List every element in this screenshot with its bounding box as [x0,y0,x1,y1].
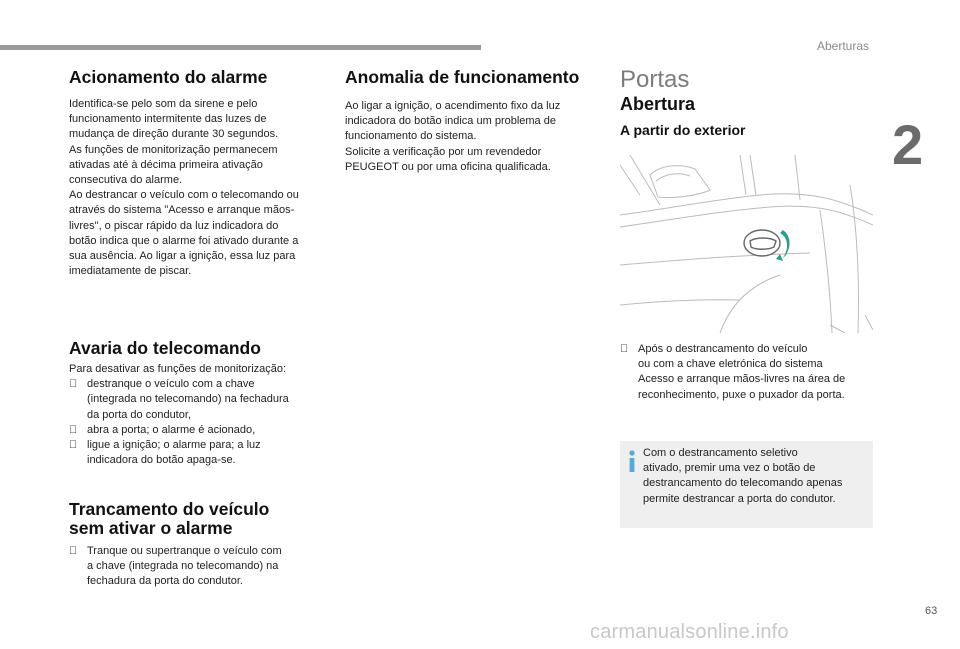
text-line: fechadura da porta do condutor. [87,575,243,588]
text-line: Acesso e arranque mãos-livres na área de [638,373,846,386]
page-number: 63 [925,605,938,617]
text-line: Identifica-se pelo som da sirene e pelo [69,98,258,110]
watermark-text: carmanualsonline.info [590,621,789,643]
abertura-title: Abertura [620,94,696,114]
text-line: destranque o veículo com a chave [87,378,255,391]
text-line: indicadora do botão apaga-se. [87,454,236,467]
text-line: Ao ligar a ignição, o acendimento fixo da luz [345,100,561,112]
list-item [69,423,329,438]
lock-without-alarm-title [69,500,329,538]
title-line: sem ativar o alarme [69,518,233,538]
text-line: Após o destrancamento do veículo [638,343,808,355]
text-line: ativado, premir uma vez o botão de [643,462,816,475]
door-open-instructions [620,342,873,403]
exterior-title: A partir do exterior [620,122,746,138]
header-rule [0,45,481,50]
text-line: Para desativar as funções de monitorização: [69,363,287,375]
door-handle-illustration [620,155,873,333]
list-item [69,377,329,423]
list-item [69,438,329,468]
text-line: funcionamento intermitente das luzes de [69,113,267,126]
info-note-box [620,441,873,528]
text-line: consecutiva do alarme. [69,174,183,187]
portas-title: Portas [620,66,690,93]
bullet-arrow-icon [69,438,77,453]
text-line: destrancamento do telecomando apenas [643,477,843,490]
text-line: ou com a chave eletrónica do sistema [638,358,823,371]
text-line: Tranque ou supertranque o veículo com [87,545,282,557]
text-line: botão indica que o alarme foi ativado durante a [69,234,299,247]
remote-failure-section [69,339,329,468]
text-line: da porta do condutor, [87,408,191,421]
bullet-arrow-icon [620,342,628,357]
alarm-activation-title: Acionamento do alarme [69,67,268,87]
bullet-arrow-icon [69,423,77,438]
text-line: ativadas até à décima primeira ativação [69,158,263,171]
abertura-heading-block [620,94,695,115]
text-line: abra a porta; o alarme é acionado, [87,423,256,436]
bullet-arrow-icon [69,377,77,392]
list-item [620,342,873,403]
remote-failure-title: Avaria do telecomando [69,338,261,358]
malfunction-title: Anomalia de funcionamento [345,67,580,87]
text-line: Ao destrancar o veículo com o telecomando ou [69,189,299,202]
text-line: (integrada no telecomando) na fechadura [87,393,289,406]
text-line: ligue a ignição; o alarme para; a luz [87,439,261,452]
exterior-heading-block [620,122,746,138]
text-line: Com o destrancamento seletivo [643,447,798,459]
text-line: permite destrancar a porta do condutor. [643,492,836,505]
text-line: funcionamento do sistema. [345,130,477,143]
text-line: As funções de monitorização permanecem [69,143,278,156]
info-i-icon [628,450,636,472]
text-line: imediatamente de piscar. [69,265,192,278]
alarm-activation-section [69,68,329,279]
text-line: a chave (integrada no telecomando) na [87,560,279,573]
text-line: sua ausência. Ao ligar a ignição, essa luz para [69,250,296,263]
list-item [69,544,329,590]
malfunction-section [345,68,610,175]
lock-without-alarm-section [69,500,329,590]
text-line: PEUGEOT ou por uma oficina qualificada. [345,160,551,173]
bullet-arrow-icon [69,544,77,559]
text-line: através do sistema "Acesso e arranque mãos- [69,204,295,217]
text-line: indicadora do botão indica um problema de [345,115,556,128]
running-header: Aberturas [817,39,870,53]
text-line: livres", o piscar rápido da luz indicadora do [69,219,279,232]
text-line: Solicite a verificação por um revendedor [345,145,542,158]
text-line: reconhecimento, puxe o puxador da porta. [638,388,845,401]
portas-heading-block [620,66,689,94]
chapter-number: 2 [892,113,924,176]
title-line: Trancamento do veículo [69,499,270,519]
info-note-text [643,446,865,507]
text-line: mudança de direção durante 30 segundos. [69,128,279,141]
